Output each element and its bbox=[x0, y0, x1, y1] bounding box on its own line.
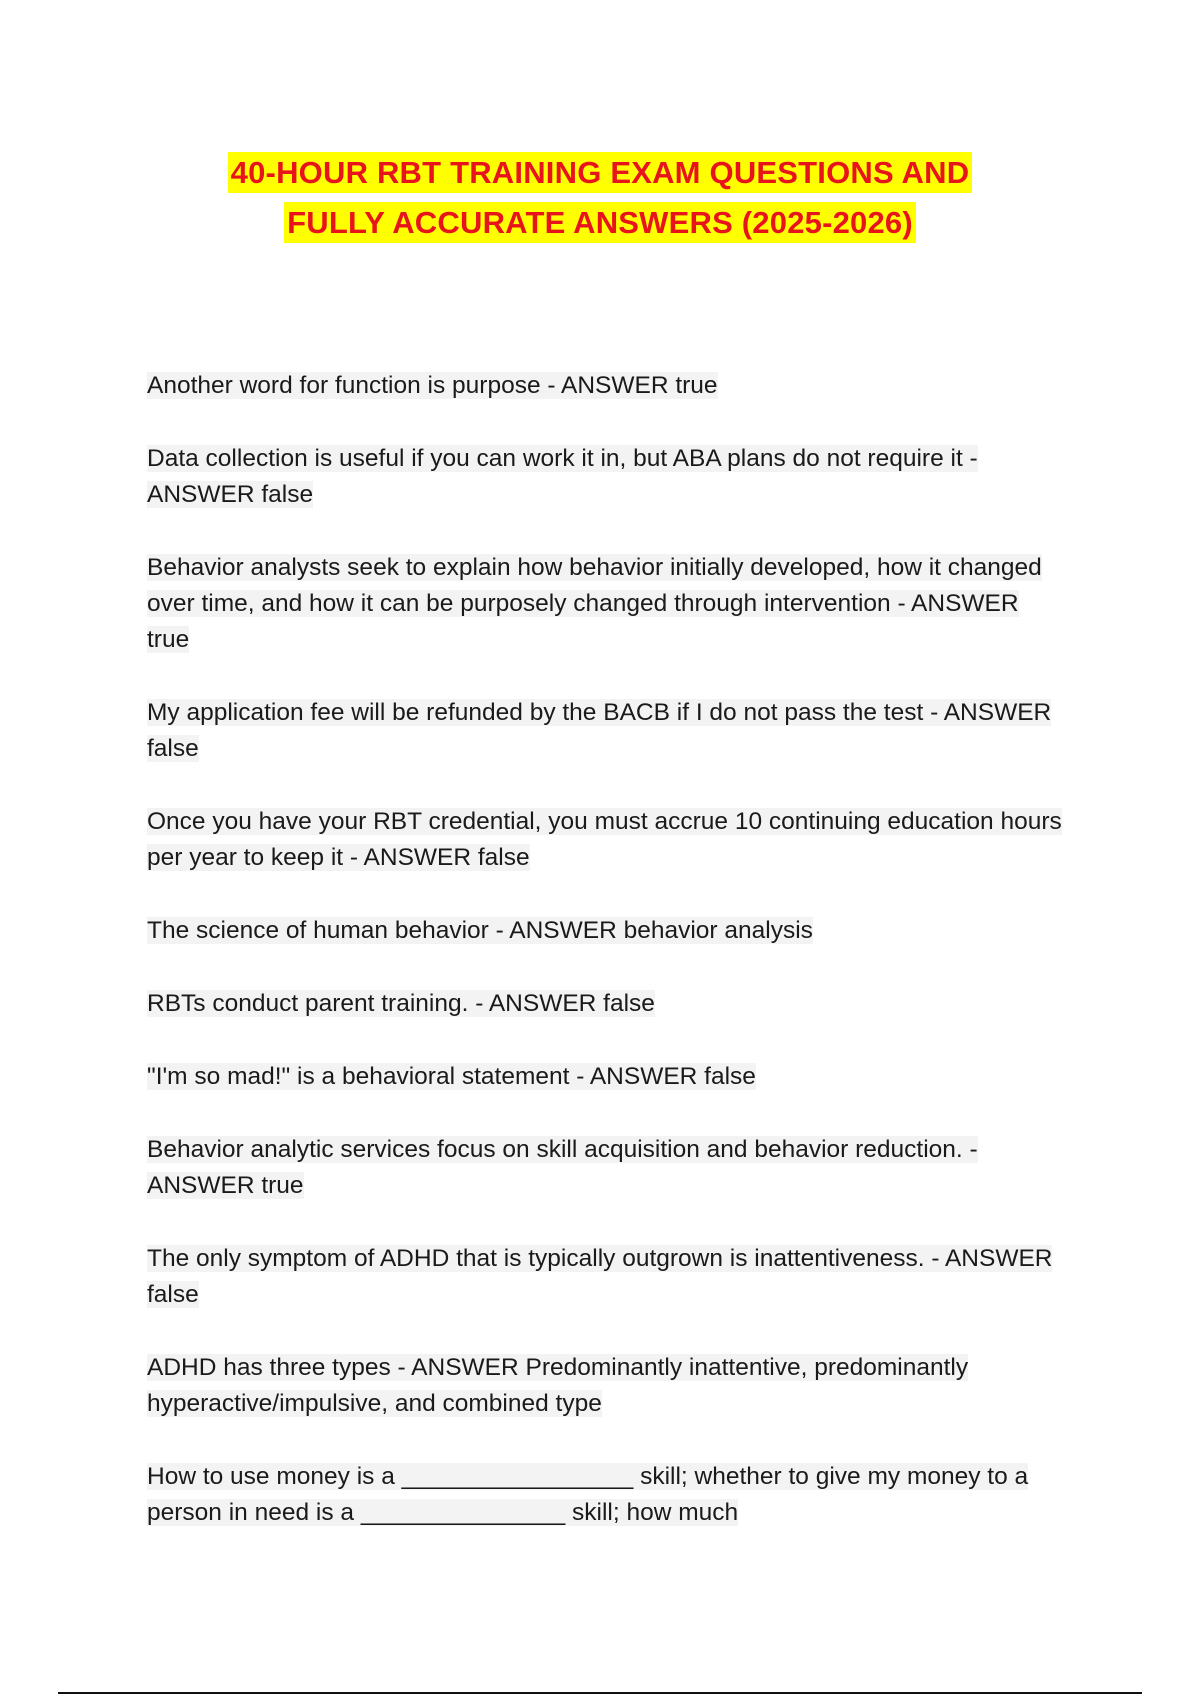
qa-text: "I'm so mad!" is a behavioral statement - ANSWER false bbox=[147, 1063, 756, 1090]
qa-text: Data collection is useful if you can work it in, but ABA plans do not require it - ANSWER false bbox=[147, 445, 978, 508]
qa-item bbox=[147, 1132, 1067, 1204]
qa-item bbox=[147, 1241, 1067, 1313]
qa-text: RBTs conduct parent training. - ANSWER false bbox=[147, 990, 655, 1017]
document-title bbox=[0, 148, 1200, 248]
qa-item bbox=[147, 695, 1067, 767]
qa-item bbox=[147, 550, 1067, 658]
qa-item bbox=[147, 1059, 1067, 1095]
qa-text: The only symptom of ADHD that is typically outgrown is inattentiveness. - ANSWER false bbox=[147, 1245, 1053, 1308]
qa-text: Another word for function is purpose - ANSWER true bbox=[147, 372, 718, 399]
qa-item bbox=[147, 913, 1067, 949]
qa-text: Once you have your RBT credential, you must accrue 10 continuing education hours per year to keep it - ANSWER false bbox=[147, 808, 1062, 871]
qa-item bbox=[147, 368, 1067, 404]
qa-list bbox=[147, 368, 1067, 1568]
qa-item bbox=[147, 441, 1067, 513]
title-line-1: 40-HOUR RBT TRAINING EXAM QUESTIONS AND bbox=[228, 152, 973, 193]
qa-text: Behavior analysts seek to explain how behavior initially developed, how it changed over time, and how it can be purposely changed through intervention - ANSWER true bbox=[147, 554, 1042, 653]
title-line-2: FULLY ACCURATE ANSWERS (2025-2026) bbox=[284, 202, 916, 243]
qa-text: How to use money is a _________________ skill; whether to give my money to a person in need is a _______________ skill; how much bbox=[147, 1463, 1029, 1526]
qa-item bbox=[147, 1459, 1067, 1531]
footer-divider bbox=[58, 1692, 1142, 1694]
qa-text: The science of human behavior - ANSWER behavior analysis bbox=[147, 917, 813, 944]
qa-text: Behavior analytic services focus on skill acquisition and behavior reduction. - ANSWER true bbox=[147, 1136, 978, 1199]
qa-text: My application fee will be refunded by the BACB if I do not pass the test - ANSWER false bbox=[147, 699, 1052, 762]
qa-item bbox=[147, 1350, 1067, 1422]
qa-item bbox=[147, 804, 1067, 876]
qa-text: ADHD has three types - ANSWER Predominantly inattentive, predominantly hyperactive/impulsive, and combined type bbox=[147, 1354, 969, 1417]
qa-item bbox=[147, 986, 1067, 1022]
